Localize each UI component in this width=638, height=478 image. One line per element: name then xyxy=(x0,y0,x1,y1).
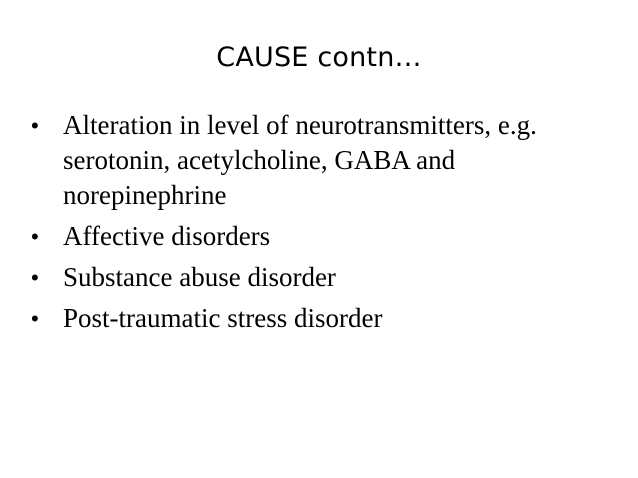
bullet-text: Post-traumatic stress disorder xyxy=(63,303,383,333)
bullet-text: Alteration in level of neurotransmitters, e.g. serotonin, acetylcholine, GABA and norepinephrine xyxy=(63,110,537,210)
bullet-item xyxy=(0,301,638,336)
bullet-item xyxy=(0,219,638,254)
bullet-item xyxy=(0,260,638,295)
slide-title: CAUSE contn… xyxy=(216,42,422,73)
bullet-text: Substance abuse disorder xyxy=(63,262,336,292)
bullet-item xyxy=(0,108,638,213)
bullet-text: Affective disorders xyxy=(63,221,271,251)
bullet-dot-icon: • xyxy=(31,113,39,138)
bullet-dot-icon: • xyxy=(31,306,39,331)
bullet-list xyxy=(0,108,638,342)
bullet-dot-icon: • xyxy=(31,224,39,249)
bullet-dot-icon: • xyxy=(31,265,39,290)
